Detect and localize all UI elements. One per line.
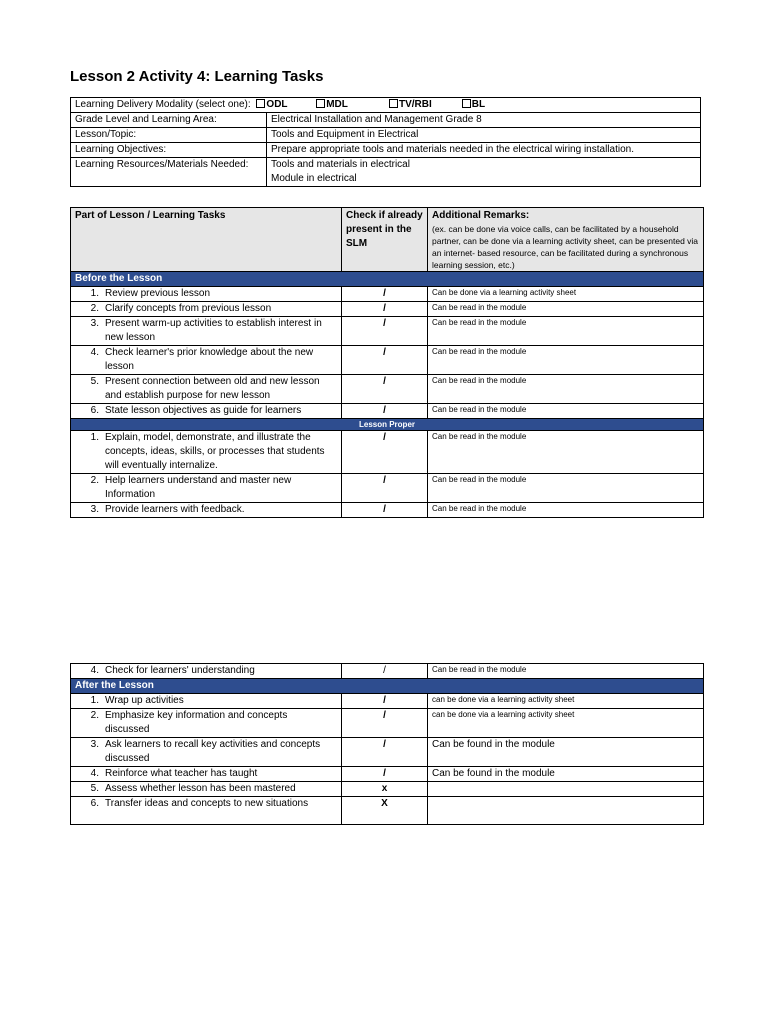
- slm-check-mark: /: [342, 346, 428, 375]
- slm-check-mark: /: [342, 317, 428, 346]
- additional-remark: Can be read in the module: [428, 302, 704, 317]
- topic-row: [71, 128, 701, 143]
- task-text: Reinforce what teacher has taught: [105, 768, 258, 779]
- table-row: [71, 474, 704, 503]
- odl-checkbox[interactable]: [256, 99, 265, 108]
- task-number: 1.: [90, 288, 99, 299]
- additional-remark: Can be read in the module: [428, 404, 704, 419]
- slm-check-mark: X: [342, 797, 428, 825]
- task-text: Present warm-up activities to establish interest in new lesson: [105, 318, 322, 343]
- slm-check-mark: /: [342, 474, 428, 503]
- table-row: [71, 738, 704, 767]
- slm-check-mark: /: [342, 302, 428, 317]
- additional-remark: Can be found in the module: [428, 767, 704, 782]
- task-text: Wrap up activities: [105, 695, 184, 706]
- task-number: 4.: [90, 347, 99, 358]
- task-number: 3.: [90, 504, 99, 515]
- table-row: [71, 797, 704, 825]
- slm-check-mark: /: [342, 664, 428, 679]
- topic-label: Lesson/Topic:: [71, 128, 267, 143]
- slm-check-mark: /: [342, 431, 428, 474]
- bl-option: BL: [471, 99, 486, 110]
- table-row: [71, 709, 704, 738]
- task-number: 4.: [90, 768, 99, 779]
- section-title: Lesson Proper: [71, 419, 704, 431]
- additional-remark: Can be found in the module: [428, 738, 704, 767]
- learning-tasks-table-continued: [70, 663, 704, 825]
- additional-remark: Can be read in the module: [428, 664, 704, 679]
- section-lesson-proper: [71, 419, 704, 431]
- additional-remark: Can be done via a learning activity sheet: [428, 287, 704, 302]
- additional-remark: Can be read in the module: [428, 503, 704, 518]
- task-number: 4.: [90, 665, 99, 676]
- resources-label: Learning Resources/Materials Needed:: [71, 158, 267, 187]
- task-text: State lesson objectives as guide for learners: [105, 405, 302, 416]
- task-text: Provide learners with feedback.: [105, 504, 245, 515]
- table-row: [71, 782, 704, 797]
- section-after-lesson: [71, 679, 704, 694]
- learning-tasks-table: [70, 207, 704, 518]
- resources-value-1: Tools and materials in electrical: [271, 159, 410, 170]
- slm-check-mark: /: [342, 767, 428, 782]
- table-row: [71, 346, 704, 375]
- table-row: [71, 664, 704, 679]
- section-title: Before the Lesson: [71, 272, 704, 287]
- task-text: Emphasize key information and concepts discussed: [105, 710, 288, 735]
- bl-checkbox[interactable]: [462, 99, 471, 108]
- additional-remark: Can be read in the module: [428, 317, 704, 346]
- tvrbi-checkbox[interactable]: [389, 99, 398, 108]
- task-number: 5.: [90, 783, 99, 794]
- section-before-lesson: [71, 272, 704, 287]
- additional-remark: Can be read in the module: [428, 474, 704, 503]
- grade-value: Electrical Installation and Management Grade 8: [267, 113, 701, 128]
- table-row: [71, 503, 704, 518]
- table-header-row: [71, 208, 704, 272]
- task-number: 6.: [90, 798, 99, 809]
- task-text: Check for learners' understanding: [105, 665, 255, 676]
- task-number: 5.: [90, 376, 99, 387]
- header-remarks: Additional Remarks:: [432, 210, 530, 221]
- task-number: 1.: [90, 695, 99, 706]
- slm-check-mark: /: [342, 404, 428, 419]
- header-remarks-note: (ex. can be done via voice calls, can be facilitated by a household partner, can be done via a learning activity sheet, can be presented via an internet- based resource, can be facilitated during a synchronous learning session, etc.): [432, 224, 699, 270]
- task-text: Review previous lesson: [105, 288, 211, 299]
- task-text: Clarify concepts from previous lesson: [105, 303, 272, 314]
- task-number: 6.: [90, 405, 99, 416]
- additional-remark: Can be read in the module: [428, 431, 704, 474]
- page-title: Lesson 2 Activity 4: Learning Tasks: [70, 68, 324, 85]
- resources-value-2: Module in electrical: [271, 173, 357, 184]
- task-number: 3.: [90, 318, 99, 329]
- task-text: Assess whether lesson has been mastered: [105, 783, 296, 794]
- additional-remark: Can be read in the module: [428, 375, 704, 404]
- lesson-info-table: [70, 97, 701, 187]
- topic-value: Tools and Equipment in Electrical: [267, 128, 701, 143]
- task-text: Explain, model, demonstrate, and illustrate the concepts, ideas, skills, or processes that students will eventually internalize.: [105, 432, 325, 471]
- slm-check-mark: /: [342, 503, 428, 518]
- task-number: 3.: [90, 739, 99, 750]
- task-text: Help learners understand and master new Information: [105, 475, 292, 500]
- objectives-row: [71, 143, 701, 158]
- slm-check-mark: /: [342, 738, 428, 767]
- table-row: [71, 317, 704, 346]
- task-number: 2.: [90, 710, 99, 721]
- task-number: 2.: [90, 303, 99, 314]
- slm-check-mark: /: [342, 709, 428, 738]
- slm-check-mark: /: [342, 375, 428, 404]
- additional-remark: can be done via a learning activity sheet: [428, 709, 704, 738]
- grade-label: Grade Level and Learning Area:: [71, 113, 267, 128]
- task-text: Ask learners to recall key activities and concepts discussed: [105, 739, 321, 764]
- table-row: [71, 287, 704, 302]
- odl-option: ODL: [266, 99, 288, 110]
- table-row: [71, 431, 704, 474]
- additional-remark: [428, 797, 704, 825]
- section-title: After the Lesson: [71, 679, 704, 694]
- slm-check-mark: /: [342, 287, 428, 302]
- table-row: [71, 767, 704, 782]
- mdl-option: MDL: [326, 99, 348, 110]
- modality-label: Learning Delivery Modality (select one):: [75, 99, 251, 110]
- header-check: Check if already present in the SLM: [342, 208, 428, 272]
- grade-row: [71, 113, 701, 128]
- additional-remark: Can be read in the module: [428, 346, 704, 375]
- resources-row: [71, 158, 701, 187]
- task-text: Present connection between old and new lesson and establish purpose for new lesson: [105, 376, 320, 401]
- table-row: [71, 404, 704, 419]
- task-number: 1.: [90, 432, 99, 443]
- objectives-value: Prepare appropriate tools and materials needed in the electrical wiring installation.: [267, 143, 701, 158]
- mdl-checkbox[interactable]: [316, 99, 325, 108]
- task-text: Check learner's prior knowledge about the new lesson: [105, 347, 314, 372]
- table-row: [71, 694, 704, 709]
- slm-check-mark: x: [342, 782, 428, 797]
- objectives-label: Learning Objectives:: [71, 143, 267, 158]
- task-text: Transfer ideas and concepts to new situations: [105, 798, 309, 809]
- tvrbi-option: TV/RBI: [398, 99, 432, 110]
- header-tasks: Part of Lesson / Learning Tasks: [71, 208, 342, 272]
- modality-row: [71, 98, 701, 113]
- additional-remark: can be done via a learning activity sheet: [428, 694, 704, 709]
- additional-remark: [428, 782, 704, 797]
- slm-check-mark: /: [342, 694, 428, 709]
- table-row: [71, 302, 704, 317]
- table-row: [71, 375, 704, 404]
- task-number: 2.: [90, 475, 99, 486]
